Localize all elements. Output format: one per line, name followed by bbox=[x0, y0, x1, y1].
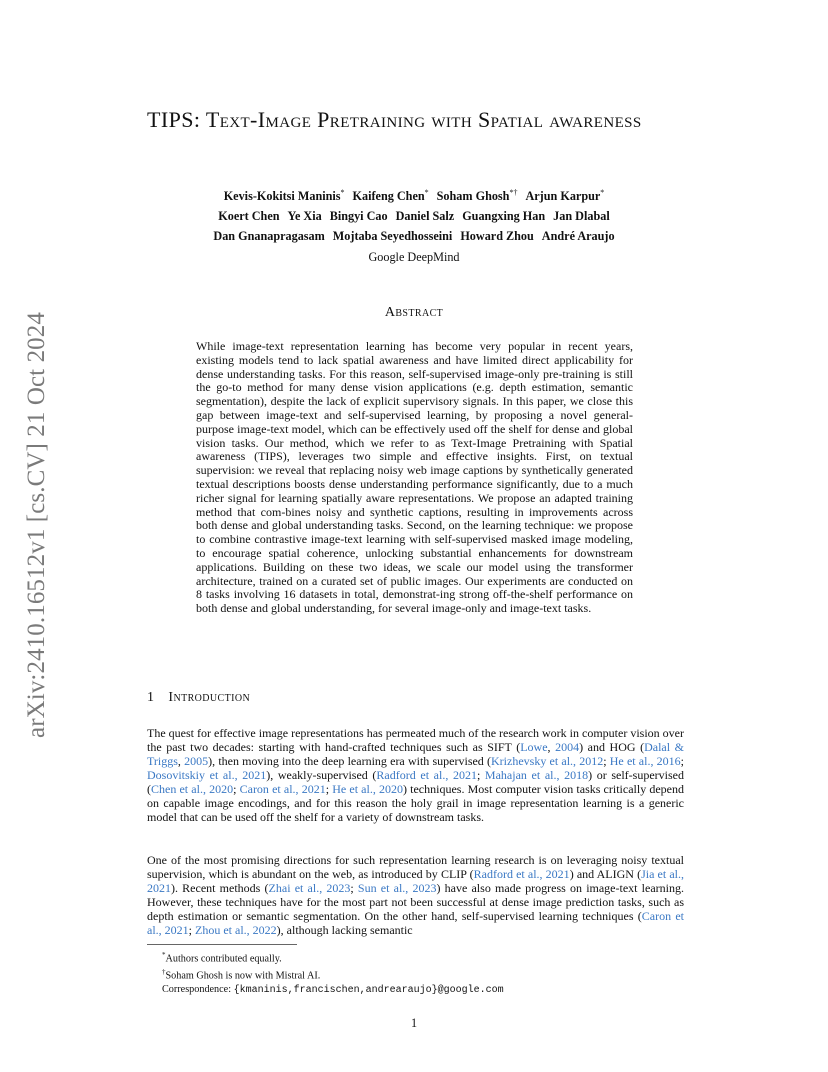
author-name: Bingyi Cao bbox=[329, 209, 388, 224]
paper-title: TIPS: Text-Image Pretraining with Spatial awareness bbox=[147, 107, 642, 132]
citation-link[interactable]: Radford et al., 2021 bbox=[473, 867, 570, 881]
affiliation: Google DeepMind bbox=[368, 250, 460, 264]
citation-link[interactable]: 2004 bbox=[555, 740, 580, 754]
citation-link[interactable]: 2005 bbox=[184, 754, 209, 768]
author-name: Arjun Karpur* bbox=[525, 188, 605, 204]
arxiv-identifier: arXiv:2410.16512v1 [cs.CV] 21 Oct 2024 bbox=[23, 312, 50, 738]
arxiv-stamp bbox=[14, 290, 60, 760]
author-name: Koert Chen bbox=[218, 209, 280, 224]
footnote-divider bbox=[147, 944, 297, 945]
section-heading bbox=[147, 690, 681, 706]
intro-paragraph-1: The quest for effective image representations has permeated much of the research work in computer vision over the past two decades: starting with hand-crafted techniques such as SIFT (Lowe, 2004) and HOG (Dalal & Triggs, 2005), then moving into the deep learning era with supervised (Krizhevsky et al., 2012; He et al., 2016; Dosovitskiy et al., 2021), weakly-supervised (Radford et al., 2021; Mahajan et al., 2018) or self-supervised (Chen et al., 2020; Caron et al., 2021; He et al., 2020) techniques. Most computer vision tasks critically depend on capable image encodings, and for this reason the holy grail in image representation learning is a generic model that can be used off the shelf for a variety of downstream tasks. bbox=[147, 726, 685, 824]
citation-link[interactable]: Krizhevsky et al., 2012 bbox=[491, 754, 604, 768]
author-name: Guangxing Han bbox=[462, 209, 546, 224]
citation-link[interactable]: Sun et al., 2023 bbox=[357, 881, 437, 895]
citation-link[interactable]: He et al., 2020 bbox=[332, 782, 403, 796]
author-name: André Araujo bbox=[541, 229, 615, 244]
footnote-affiliation-change: †Soham Ghosh is now with Mistral AI. bbox=[162, 967, 321, 982]
footnote-correspondence: Correspondence: {kmaninis,francischen,andrearaujo}@google.com bbox=[162, 983, 504, 996]
author-name: Ye Xia bbox=[287, 209, 322, 224]
citation-link[interactable]: Mahajan et al., 2018 bbox=[484, 768, 589, 782]
author-name: Dan Gnanapragasam bbox=[213, 229, 325, 244]
author-name: Soham Ghosh*† bbox=[436, 188, 518, 204]
author-name: Daniel Salz bbox=[395, 209, 455, 224]
author-name: Howard Zhou bbox=[460, 229, 534, 244]
abstract-text: While image-text representation learning has become very popular in recent years, existing models tend to lack spatial awareness and have limited direct applicability for dense understanding tasks. For this reason, self-supervised image-only pre-training is still the go-to method for many dense vision applications (e.g. depth estimation, semantic segmentation), despite the lack of explicit supervisory signals. In this paper, we close this gap between image-text and self-supervised learning, by proposing a novel general-purpose image-text model, which can be effectively used off the shelf for dense and global vision tasks. Our method, which we refer to as Text-Image Pretraining with Spatial awareness (TIPS), leverages two simple and effective insights. First, on textual supervision: we reveal that replacing noisy web image captions by synthetically generated textual descriptions boosts dense understanding performance significantly, due to a much richer signal for learning spatially aware representations. We propose an adapted training method that com-bines noisy and synthetic captions, resulting in improvements across both dense and global understanding tasks. Second, on the learning technique: we propose to combine contrastive image-text learning with self-supervised masked image modeling, to encourage spatial coherence, unlocking substantial enhancements for downstream applications. Building on these two ideas, we scale our model using the transformer architecture, trained on a curated set of public images. Our experiments are conducted on 8 tasks involving 16 datasets in total, demonstrat-ing strong off-the-shelf performance on both dense and global understanding, for several image-only and image-text tasks. bbox=[196, 339, 633, 616]
citation-link[interactable]: Dosovitskiy et al., 2021 bbox=[147, 768, 267, 782]
author-list bbox=[147, 183, 681, 246]
citation-link[interactable]: Chen et al., 2020 bbox=[151, 782, 234, 796]
citation-link[interactable]: Radford et al., 2021 bbox=[376, 768, 477, 782]
section-number: 1 bbox=[147, 690, 155, 705]
footnote-equal-contribution: *Authors contributed equally. bbox=[162, 951, 282, 965]
author-line bbox=[147, 206, 681, 226]
author-name: Kaifeng Chen* bbox=[352, 188, 429, 204]
page-number: 1 bbox=[410, 1016, 418, 1030]
author-line bbox=[147, 226, 681, 246]
correspondence-email[interactable]: {kmaninis,francischen,andrearaujo}@google.com bbox=[233, 984, 504, 996]
intro-paragraph-2: One of the most promising directions for such representation learning research is on leveraging noisy textual supervision, which is abundant on the web, as introduced by CLIP (Radford et al., 2021) and ALIGN (Jia et al., 2021). Recent methods (Zhai et al., 2023; Sun et al., 2023) have also made progress on image-text learning. However, these techniques have for the most part not been successful at dense image prediction tasks, such as depth estimation or semantic segmentation. On the other hand, self-supervised learning techniques (Caron et al., 2021; Zhou et al., 2022), although lacking semantic bbox=[147, 853, 684, 937]
author-name: Mojtaba Seyedhosseini bbox=[332, 229, 453, 244]
author-name: Kevis-Kokitsi Maninis* bbox=[223, 188, 345, 204]
citation-link[interactable]: He et al., 2016 bbox=[609, 754, 681, 768]
citation-link[interactable]: Caron et al., 2021 bbox=[147, 909, 684, 937]
footnotes bbox=[162, 949, 682, 997]
abstract-heading: Abstract bbox=[384, 305, 444, 320]
citation-link[interactable]: Caron et al., 2021 bbox=[239, 782, 326, 796]
citation-link[interactable]: Zhou et al., 2022 bbox=[195, 923, 277, 937]
author-name: Jan Dlabal bbox=[553, 209, 610, 224]
citation-link[interactable]: Dalal & Triggs bbox=[147, 740, 684, 768]
author-line bbox=[147, 183, 681, 206]
citation-link[interactable]: Zhai et al., 2023 bbox=[268, 881, 351, 895]
citation-link[interactable]: Jia et al., 2021 bbox=[147, 867, 684, 895]
citation-link[interactable]: Lowe bbox=[520, 740, 548, 754]
section-title: Introduction bbox=[168, 690, 251, 705]
